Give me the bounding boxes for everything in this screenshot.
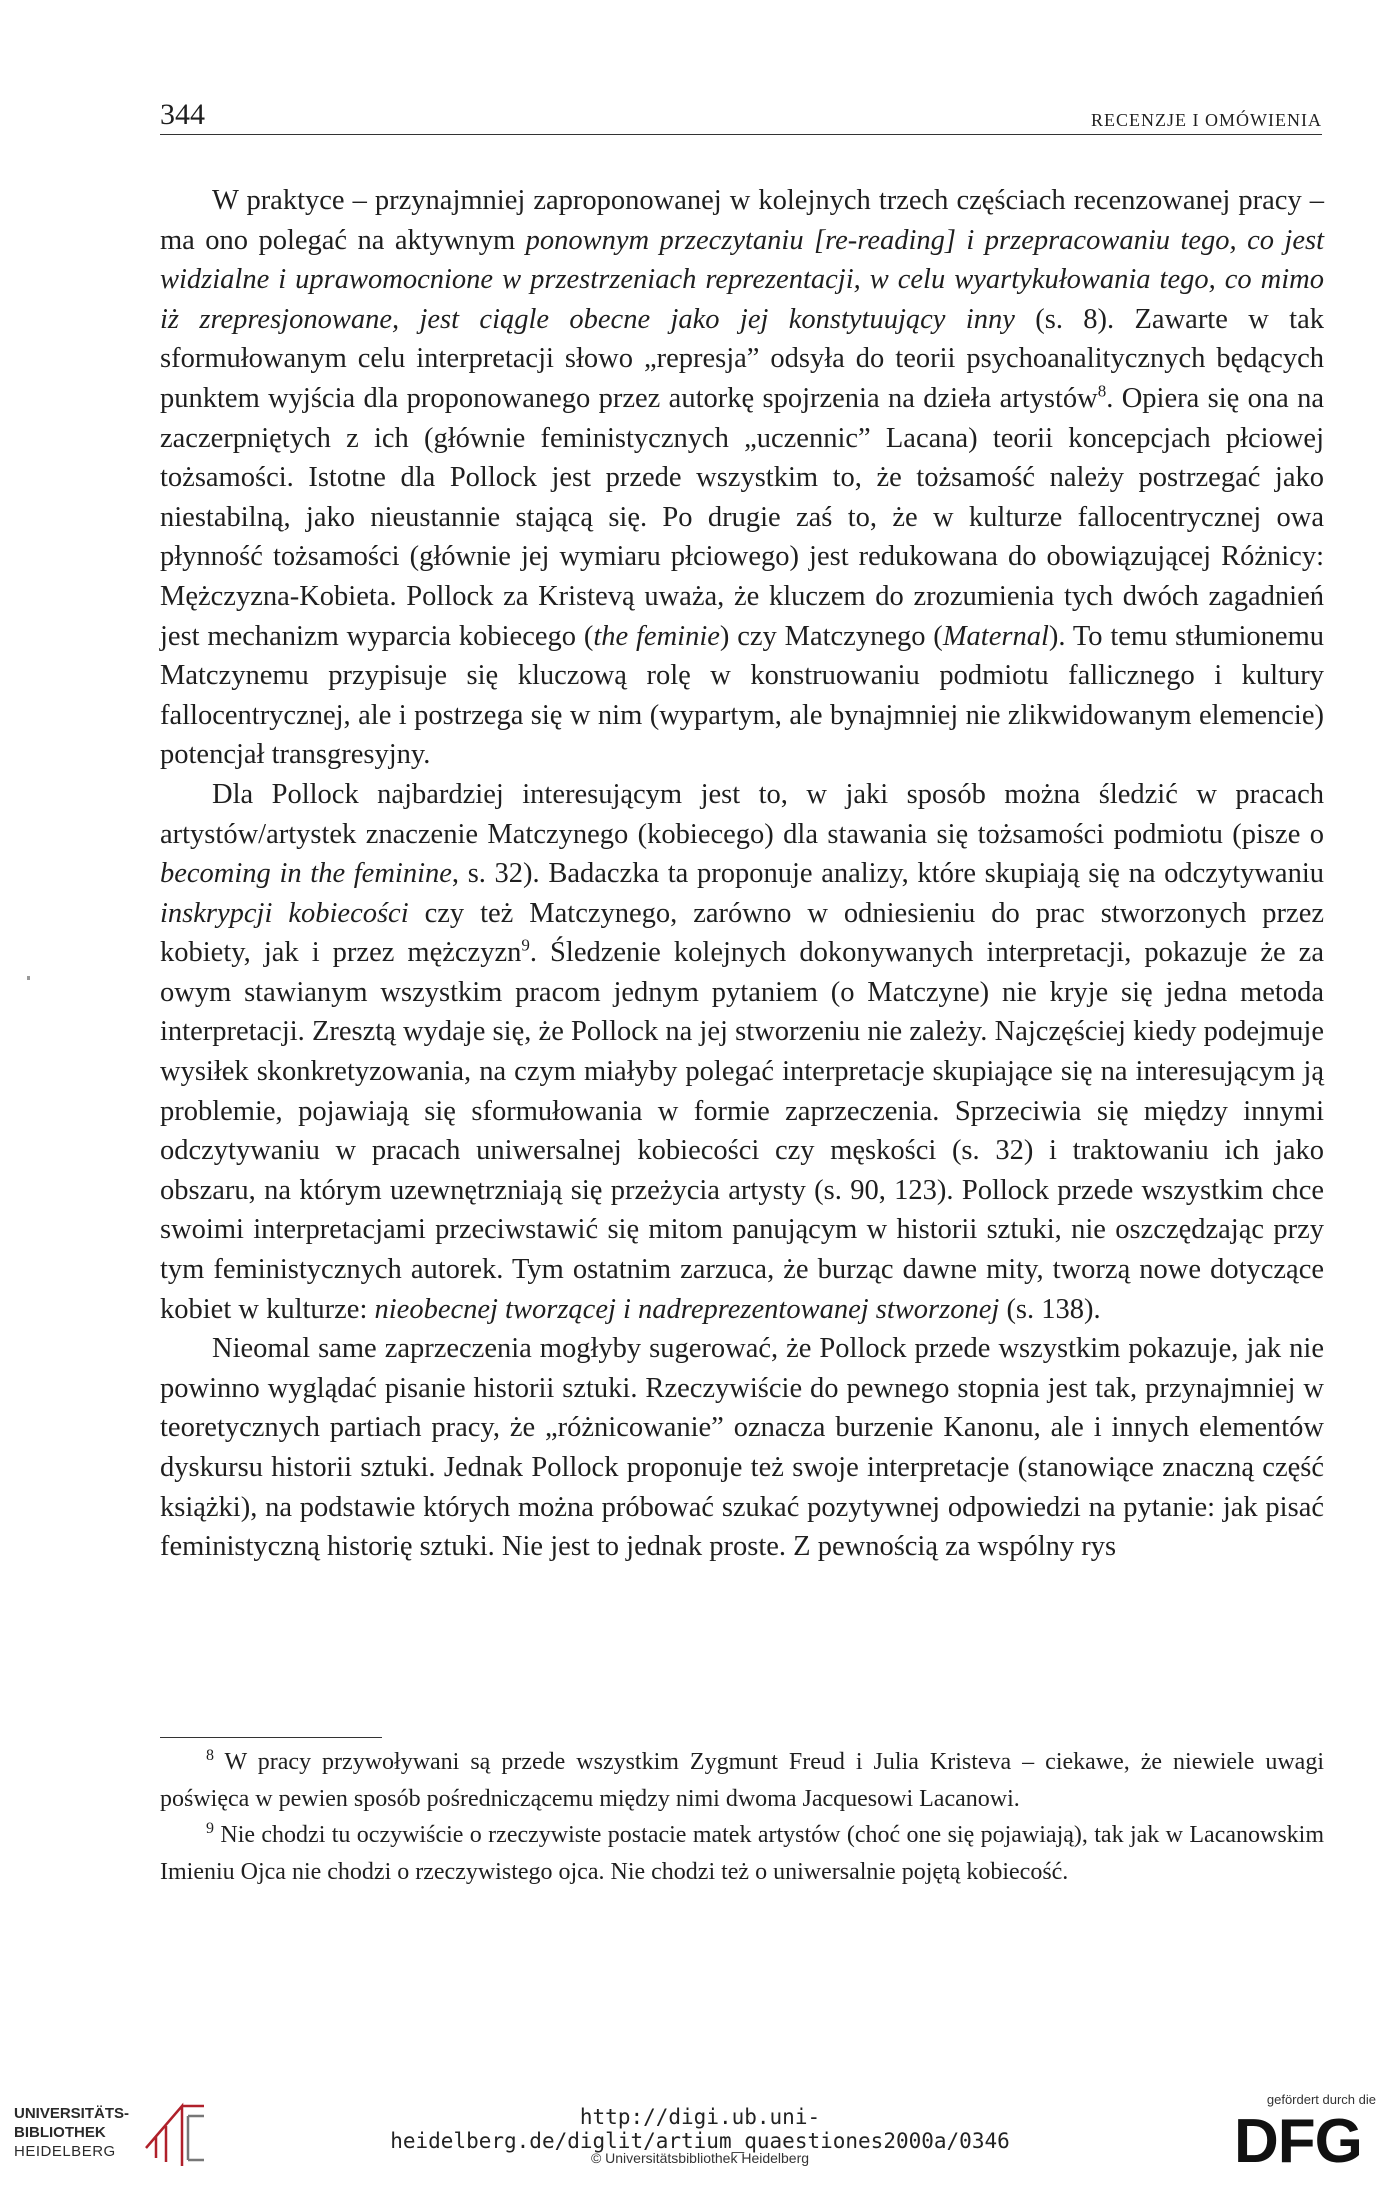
footnote-8 (160, 1744, 1324, 1817)
italic-quote: nieobecnej tworzącej i nadreprezentowanej stworzonej (374, 1293, 1000, 1325)
running-header (160, 100, 1322, 135)
scan-speck (27, 976, 30, 980)
library-name-line: HEIDELBERG (14, 2143, 116, 2160)
text-run: (s. 138). (999, 1293, 1101, 1325)
dfg-caption: gefördert durch die (1266, 2092, 1376, 2107)
italic-term: becoming in the feminine (160, 858, 452, 890)
section-title: RECENZJE I OMÓWIENIA (1091, 110, 1322, 130)
footnotes (160, 1744, 1324, 1890)
text-run: czy też Matczynego, zarówno w odniesieniu do prac stworzonych przez kobiety, jak i przez mężczyzn (160, 897, 1324, 969)
text-run: (s. 8). Zawarte w tak sformułowanym celu interpretacji słowo „represja” odsyła do teorii psychoanalitycznych będących punktem wyjścia dla proponowanego przez autorkę spojrzenia na dzieła artystów (160, 303, 1324, 414)
italic-quote: ponownym przeczytaniu [re-reading] i przepracowaniu tego, co jest widzialne i uprawomocnione w przestrzeniach reprezentacji, w celu wyartykułowania tego, co mimo iż zrepresjonowane, jest ciągle obecne jako jej konstytuujący inny (160, 224, 1324, 335)
library-logo[interactable] (14, 2096, 239, 2171)
italic-term: the feminie (593, 620, 720, 652)
dfg-wordmark: DFG (1234, 2107, 1362, 2176)
italic-term: inskrypcji kobiecości (160, 897, 409, 929)
text-run: ) czy Matczynego ( (719, 620, 943, 652)
footnote-text: Nie chodzi tu oczywiście o rzeczywiste postacie matek artystów (choć one się pojawiają), tak jak w Lacanowskim Imieniu Ojca nie chodzi o rzeczywistego ojca. Nie chodzi też o uniwersalnie pojętą kobiecość. (160, 1822, 1324, 1885)
footnote-text: W pracy przywoływani są przede wszystkim Zygmunt Freud i Julia Kristeva – ciekawe, że niewiele uwagi poświęca w pewien sposób pośredniczącemu między nimi dwoma Jacquesowi Lacanowi. (160, 1749, 1324, 1812)
paragraph-3 (160, 1329, 1324, 1567)
digitization-footer (0, 2090, 1395, 2185)
footnote-divider (160, 1737, 382, 1738)
page-number: 344 (160, 98, 205, 131)
text-run: Dla Pollock najbardziej interesującym jest to, w jaki sposób można śledzić w pracach artystów/artystek znaczenie Matczynego (kobiecego) dla stawania się tożsamości podmiotu (pisze o (160, 778, 1324, 850)
footnote-number: 9 (206, 1820, 214, 1837)
library-name-line: BIBLIOTHEK (14, 2124, 106, 2141)
footnote-ref-9[interactable]: 9 (521, 935, 530, 955)
copyright-notice: © Universitätsbibliothek Heidelberg (590, 2150, 810, 2166)
footnote-ref-8[interactable]: 8 (1097, 381, 1107, 401)
text-run: , s. 32). Badaczka ta proponuje analizy, które skupiają się na odczytywaniu (451, 858, 1324, 890)
dfg-logo[interactable] (1228, 2092, 1388, 2182)
italic-term: Maternal (942, 620, 1049, 652)
text-run: . Opiera się ona na zaczerpniętych z ich (głównie feministycznych „uczennic” Lacana) teorii koncepcjach płciowej tożsamości. Istotne dla Pollock jest przede wszystkim to, że tożsamość należy postrzegać jako niestabilną, jako nieustannie stającą się. Po drugie zaś to, że w kulturze fallocentrycznej owa płynność tożsamości (głównie jej wymiaru płciowego) jest redukowana do obowiązującej Różnicy: Mężczyzna-Kobieta. Pollock za Kristevą uważa, że kluczem do zrozumienia tych dwóch zagadnień jest mechanizm wyparcia kobiecego ( (160, 382, 1325, 652)
library-name-line: UNIVERSITÄTS- (14, 2105, 130, 2122)
text-run: Nieomal same zaprzeczenia mogłyby sugerować, że Pollock przede wszystkim pokazuje, jak nie powinno wyglądać pisanie historii sztuki. Rzeczywiście do pewnego stopnia jest tak, przynajmniej w teoretycznych partiach pracy, że „różnicowanie” oznacza burzenie Kanonu, ale i innych elementów dyskursu historii sztuki. Jednak Pollock proponuje też swoje interpretacje (stanowiące znaczną część książki), na podstawie których można próbować szukać pozytywnej odpowiedzi na pytanie: jak pisać feministyczną historię sztuki. Nie jest to jednak proste. Z pewnością za wspólny rys (160, 1333, 1324, 1563)
paragraph-1 (160, 181, 1324, 775)
text-run: . Śledzenie kolejnych dokonywanych interpretacji, pokazuje że za owym stawianym wszystkim pracom jednym pytaniem (o Matczyne) nie kryje się jedna metoda interpretacji. Zresztą wydaje się, że Pollock na jej stworzeniu nie zależy. Najczęściej kiedy podejmuje wysiłek skonkretyzowania, na czym miałyby polegać interpretacje skupiające się na interesującym ją problemie, pojawiają się sformułowania w formie zaprzeczenia. Sprzeciwia się między innymi odczytywaniu w pracach uniwersalnej kobiecości czy męskości (s. 32) i traktowaniu ich jako obszaru, na którym uzewnętrzniają się przeżycia artysty (s. 90, 123). Pollock przede wszystkim chce swoimi interpretacjami przeciwstawić się mitom panującym w historii sztuki, nie oszczędzając przy tym feministycznych autorek. Tym ostatnim zarzuca, że burząc dawne mity, tworzą nowe dotyczące kobiet w kulturze: (160, 937, 1324, 1325)
permalink-url[interactable]: http://digi.ub.uni-heidelberg.de/diglit/artium_quaestiones2000a/0346 (390, 2105, 1010, 2153)
library-emblem-icon (142, 2096, 212, 2171)
text-run: ). To temu stłumionemu Matczynemu przypisuje się kluczową rolę w konstruowaniu podmiotu fallicznego i kultury fallocentrycznej, ale i postrzega się w nim (wypartym, ale bynajmniej nie zlikwidowanym elemencie) potencjał transgresyjny. (160, 620, 1324, 771)
footnote-9 (160, 1817, 1324, 1890)
footnote-number: 8 (206, 1747, 214, 1764)
library-name (14, 2104, 129, 2161)
text-run: W praktyce – przynajmniej zaproponowanej w kolejnych trzech częściach recenzowanej pracy – ma ono polegać na aktywnym (160, 185, 1324, 256)
paragraph-2 (160, 775, 1324, 1329)
body-text (160, 181, 1324, 1567)
